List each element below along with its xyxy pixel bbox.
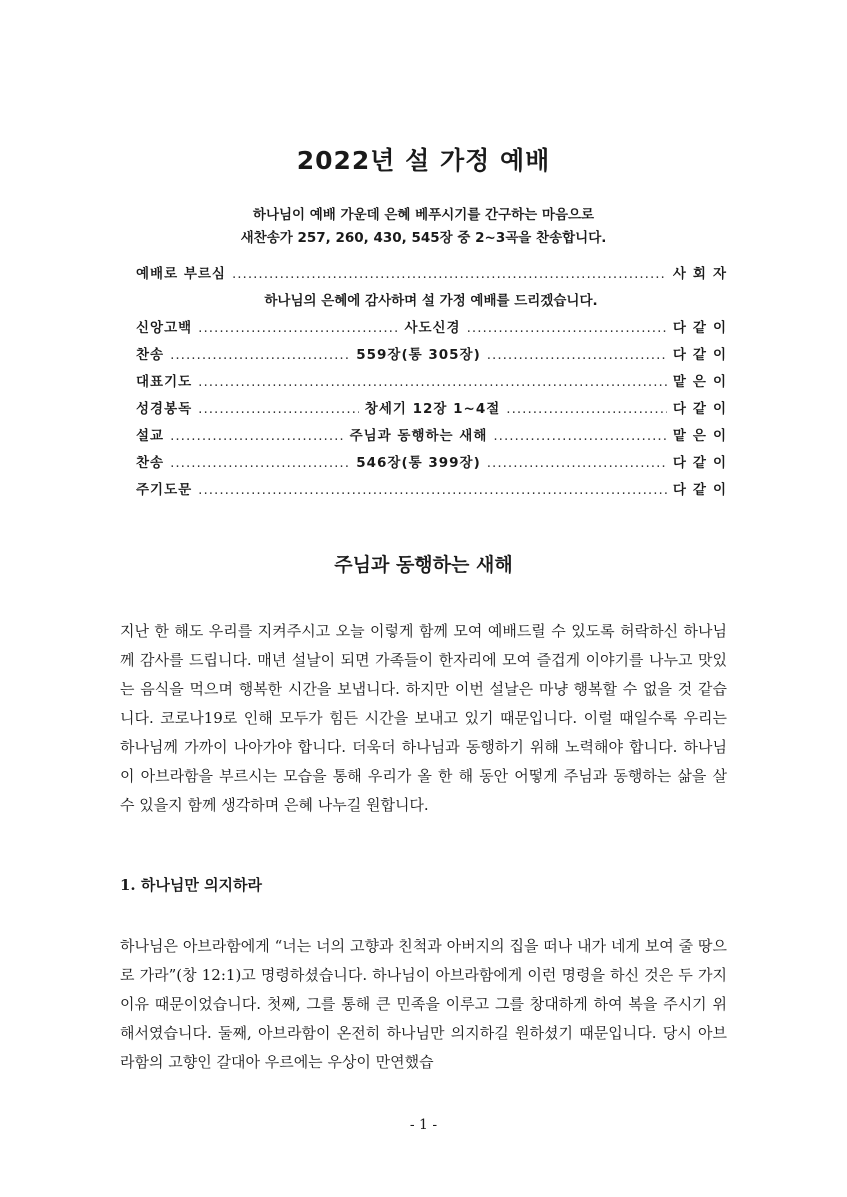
dot-leader: [467, 320, 667, 336]
page-number: - 1 -: [409, 1117, 438, 1133]
order-call-text: 하나님의 은혜에 감사하며 설 가정 예배를 드리겠습니다.: [264, 293, 598, 309]
order-row-hymn-1: [136, 343, 733, 370]
dot-leader: [170, 455, 350, 471]
section-heading: 1. 하나님만 의지하라: [120, 876, 263, 894]
dot-leader: [487, 455, 667, 471]
order-item: 창세기 12장 1~4절: [364, 401, 501, 417]
page-title: 2022년 설 가정 예배: [296, 146, 551, 175]
dot-leader: [198, 401, 359, 417]
dot-leader: [170, 347, 350, 363]
order-label: 찬송: [136, 347, 165, 363]
dot-leader: [487, 347, 667, 363]
order-row-hymn-2: [136, 451, 733, 478]
order-item: 사도신경: [404, 320, 461, 336]
order-label: 예배로 부르심: [136, 266, 226, 282]
order-role: 다같이: [672, 455, 733, 471]
order-label: 주기도문: [136, 482, 193, 498]
sermon-paragraph: 지난 한 해도 우리를 지켜주시고 오늘 이렇게 함께 모여 예배드릴 수 있도록 허락하신 하나님께 감사를 드립니다. 매년 설날이 되면 가족들이 한자리에 모여 즐겁게 이야기를 나누고 맛있는 음식을 먹으며 행복한 시간을 보냅니다. 하지만 이번 설날은 마냥 행복할 수 없을 것 같습니다. 코로나19로 인해 모두가 힘든 시간을 보내고 있기 때문입니다. 이럴 때일수록 우리는 하나님께 가까이 나아가야 합니다. 더욱더 하나님과 동행하기 위해 노력해야 합니다. 하나님이 아브라함을 부르시는 모습을 통해 우리가 올 한 해 동안 어떻게 주님과 동행하는 삶을 살 수 있을지 함께 생각하며 은혜 나누길 원합니다.: [120, 622, 727, 814]
order-label: 설교: [136, 428, 165, 444]
order-row-sermon: [136, 424, 733, 451]
sermon-paragraph: 하나님은 아브라함에게 “너는 너의 고향과 친척과 아버지의 집을 떠나 내가 네게 보여 줄 땅으로 가라”(창 12:1)고 명령하셨습니다. 하나님이 아브라함에게 이런 명령을 하신 것은 두 가지 이유 때문이었습니다. 첫째, 그를 통해 큰 민족을 이루고 그를 창대하게 하여 복을 주시기 위해서였습니다. 둘째, 아브라함이 온전히 하나님만 의지하길 원하셨기 때문입니다. 당시 아브라함의 고향인 갈대아 우르에는 우상이 만연했습: [120, 937, 727, 1071]
order-label: 찬송: [136, 455, 165, 471]
order-role: 다같이: [672, 320, 733, 336]
dot-leader: [493, 428, 667, 444]
order-item: 546장(통 399장): [356, 455, 481, 471]
dot-leader: [198, 374, 667, 390]
order-role: 사회자: [672, 266, 733, 282]
order-role: 다같이: [672, 482, 733, 498]
intro-line-1: 하나님이 예배 가운데 은혜 베푸시기를 간구하는 마음으로: [252, 207, 595, 223]
order-label: 성경봉독: [136, 401, 193, 417]
order-row-call: [136, 262, 733, 289]
order-item: 559장(통 305장): [356, 347, 481, 363]
order-row-prayer: [136, 370, 733, 397]
dot-leader: [198, 482, 667, 498]
order-item: 주님과 동행하는 새해: [349, 428, 488, 444]
intro-line-2: 새찬송가 257, 260, 430, 545장 중 2~3곡을 찬송합니다.: [240, 230, 607, 246]
order-row-lords-prayer: [136, 478, 733, 505]
order-label: 신앙고백: [136, 320, 193, 336]
order-of-worship: [136, 262, 734, 505]
dot-leader: [198, 320, 398, 336]
order-label: 대표기도: [136, 374, 193, 390]
order-call-text-row: [136, 289, 726, 316]
order-role: 다같이: [672, 347, 733, 363]
order-role: 맡은이: [672, 428, 733, 444]
sermon-title: 주님과 동행하는 새해: [334, 554, 513, 576]
dot-leader: [170, 428, 344, 444]
order-role: 맡은이: [672, 374, 733, 390]
order-role: 다같이: [672, 401, 734, 417]
order-row-scripture: [136, 397, 734, 424]
dot-leader: [232, 266, 667, 282]
order-row-creed: [136, 316, 733, 343]
dot-leader: [506, 401, 667, 417]
